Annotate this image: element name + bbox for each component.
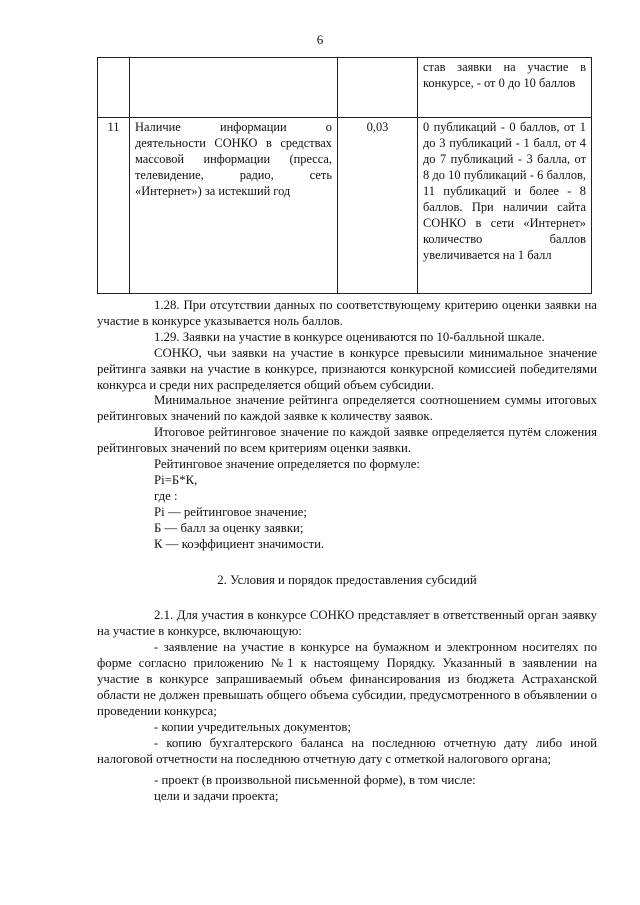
page-number: 6 (316, 32, 324, 47)
cell-weight: 0,03 (338, 118, 418, 294)
paragraph-2-1: 2.1. Для участия в конкурсе СОНКО представляет в ответственный орган заявку на участие в конкурсе, включающую: (97, 608, 597, 639)
list-item: цели и задачи проекта; (154, 789, 279, 804)
formula-where: где : (154, 488, 178, 503)
paragraph-1-29: 1.29. Заявки на участие в конкурсе оцениваются по 10-балльной шкале. (154, 329, 545, 344)
criteria-table (97, 57, 592, 294)
paragraph-1-28: 1.28. При отсутствии данных по соответствующему критерию оценки заявки на участие в конкурсе указывается ноль баллов. (97, 298, 597, 328)
table-row (98, 58, 592, 118)
list-item: - копию бухгалтерского баланса на последнюю отчетную дату либо иной налоговой отчетности на последнюю отчетную дату с отметкой налогового органа; (97, 735, 597, 766)
document-body (97, 298, 597, 805)
cell-number (98, 58, 130, 118)
cell-number: 11 (98, 118, 130, 294)
cell-scale: став заявки на участие в конкурсе, - от 0 до 10 баллов (418, 58, 592, 118)
definition-pi: Pi — рейтинговое значение; (154, 504, 307, 519)
list-item: - копии учредительных документов; (154, 719, 352, 734)
cell-criterion: Наличие информации о деятельности СОНКО в средствах массовой информации (пресса, телевидение, радио, сеть «Интернет») за истекший год (130, 118, 338, 294)
definition-b: Б — балл за оценку заявки; (154, 520, 304, 535)
table-row (98, 118, 592, 294)
formula-intro: Рейтинговое значение определяется по формуле: (154, 457, 420, 472)
section-2-heading: 2. Условия и порядок предоставления субсидий (217, 572, 477, 587)
cell-weight (338, 58, 418, 118)
paragraph-min-rating: Минимальное значение рейтинга определяется соотношением суммы итоговых рейтинговых значений по каждой заявке к количеству заявок. (97, 393, 597, 424)
list-item: - проект (в произвольной письменной форме), в том числе: (154, 773, 476, 788)
formula: Pi=Б*К, (154, 472, 198, 487)
list-item: - заявление на участие в конкурсе на бумажном и электронном носителях по форме согласно приложению №1 к настоящему Порядку. Указанный в заявлении на участие в конкурсе запрашиваемый объем финансирования из бюджета Астраханской области не должен превышать общего объема субсидии, предусмотренного в объявлении о проведении конкурса; (97, 640, 597, 718)
cell-criterion (130, 58, 338, 118)
cell-scale: 0 публикаций - 0 баллов, от 1 до 3 публикаций - 1 балл, от 4 до 7 публикаций - 3 балла, от 8 до 10 публикаций - 6 баллов, 11 публикаций и более - 8 баллов. При наличии сайта СОНКО в сети «Интернет» количество баллов увеличивается на 1 балл (418, 118, 592, 294)
paragraph-final-rating: Итоговое рейтинговое значение по каждой заявке определяется путём сложения рейтинговых значений по всем критериям оценки заявки. (97, 425, 597, 456)
definition-k: К — коэффициент значимости. (154, 536, 325, 551)
paragraph-winners: СОНКО, чьи заявки на участие в конкурсе превысили минимальное значение рейтинга заявки на участие в конкурсе, признаются конкурсной комиссией победителями конкурса и среди них распределяется общий объем субсидии. (97, 345, 597, 392)
